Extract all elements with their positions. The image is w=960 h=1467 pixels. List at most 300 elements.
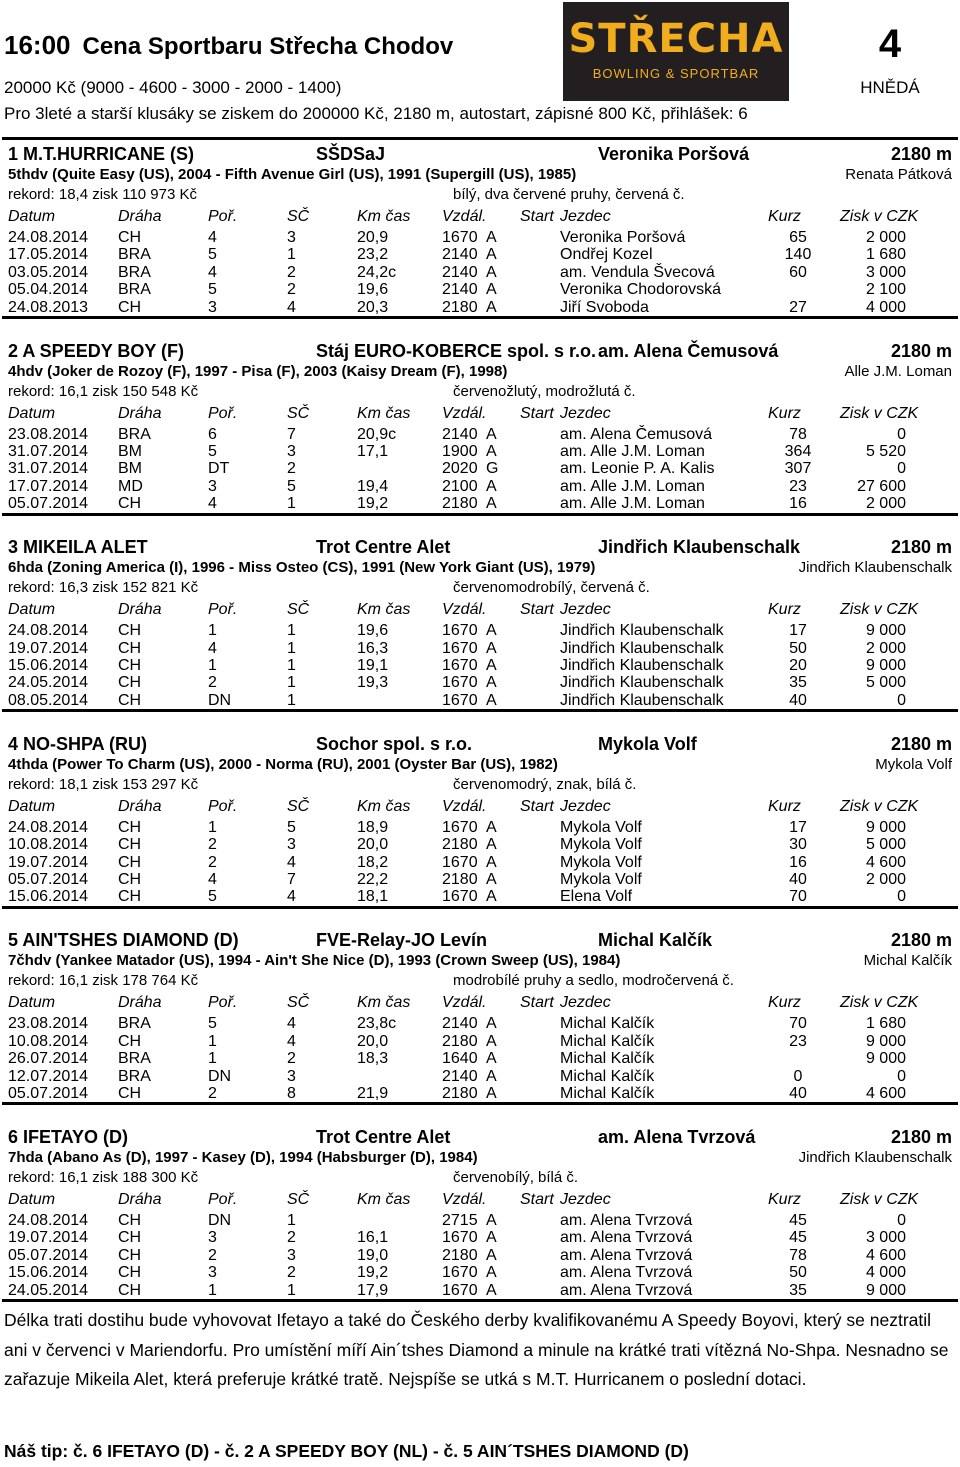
form-table-header: [0, 994, 960, 1011]
horse-name: 2 A SPEEDY BOY (F): [8, 340, 185, 361]
cell-track: CH: [118, 622, 142, 640]
cell-start: A: [486, 1084, 497, 1102]
column-header-date: Datum: [8, 601, 56, 619]
cell-post: 7: [287, 870, 296, 888]
horse-name: 5 AIN'TSHES DIAMOND (D): [8, 930, 239, 951]
cell-time: 18,2: [357, 853, 389, 871]
cell-track: CH: [118, 298, 142, 316]
column-header-dist: Vzdál.: [442, 208, 487, 225]
cell-place: 3: [208, 298, 217, 316]
cell-prize: 1 680: [865, 246, 906, 264]
cell-post: 3: [287, 229, 296, 246]
cell-prize: 9 000: [865, 1281, 906, 1299]
cell-odds: 65: [789, 229, 807, 246]
column-header-odds: Kurz: [768, 404, 801, 422]
cell-post: 3: [287, 836, 296, 854]
cell-track: CH: [118, 691, 142, 709]
cell-track: BRA: [118, 1067, 151, 1085]
horse-block: [0, 926, 960, 1106]
column-header-post: SČ: [287, 1191, 310, 1208]
cell-time: 23,8c: [357, 1015, 397, 1033]
cell-track: CH: [118, 1212, 142, 1229]
cell-odds: 20: [789, 656, 807, 674]
cell-dist: 2180: [442, 298, 478, 316]
table-row: [0, 478, 960, 495]
cell-odds: 40: [789, 1084, 807, 1102]
horse-driver: Michal Kalčík: [598, 930, 713, 951]
cell-odds: 17: [789, 622, 807, 640]
cell-date: 19.07.2014: [8, 1229, 89, 1247]
form-table-header: [0, 601, 960, 618]
column-header-date: Datum: [8, 797, 56, 815]
race-conditions: Pro 3leté a starší klusáky se ziskem do 200000 Kč, 2180 m, autostart, zápisné 800 Kč, přihlášek: 6: [4, 104, 748, 123]
column-header-odds: Kurz: [768, 994, 801, 1012]
cell-driver: Jindřich Klaubenschalk: [560, 674, 724, 692]
cell-start: A: [486, 1212, 497, 1229]
column-header-driver: Jezdec: [560, 1191, 611, 1208]
cell-track: CH: [118, 1246, 142, 1264]
horse-divider: [2, 709, 958, 712]
cell-time: 24,2c: [357, 263, 397, 281]
cell-driver: Michal Kalčík: [560, 1015, 655, 1033]
cell-driver: Michal Kalčík: [560, 1050, 655, 1068]
table-row: [0, 246, 960, 263]
table-row: [0, 281, 960, 298]
cell-dist: 1670: [442, 1264, 478, 1282]
cell-odds: 140: [784, 246, 812, 264]
logo-subtitle: BOWLING & SPORTBAR: [592, 66, 760, 81]
horse-pedigree: 6hda (Zoning America (I), 1996 - Miss Osteo (CS), 1991 (New York Giant (US), 1979): [8, 559, 596, 577]
cell-driver: Michal Kalčík: [560, 1032, 655, 1050]
cell-date: 05.07.2014: [8, 1084, 89, 1102]
cell-prize: 9 000: [865, 1050, 906, 1068]
horse-distance: 2180 m: [890, 930, 952, 951]
horse-colors: modrobílé pruhy a sedlo, modročervená č.: [453, 972, 734, 990]
cell-odds: 40: [789, 691, 807, 709]
cell-date: 24.05.2014: [8, 1281, 89, 1299]
cell-start: A: [486, 1246, 497, 1264]
cell-place: 5: [208, 1015, 217, 1033]
cell-start: A: [486, 639, 497, 657]
cell-driver: Mykola Volf: [560, 818, 642, 836]
cell-dist: 2100: [442, 477, 478, 495]
cell-dist: 2180: [442, 870, 478, 888]
cell-dist: 1670: [442, 639, 478, 657]
cell-date: 15.06.2014: [8, 888, 89, 906]
horse-distance: 2180 m: [890, 1127, 952, 1147]
column-header-start: Start: [520, 404, 554, 422]
column-header-post: SČ: [287, 404, 310, 422]
cell-start: A: [486, 1264, 497, 1282]
horse-colors: červenožlutý, modrožlutá č.: [453, 382, 636, 400]
cell-track: CH: [118, 888, 142, 906]
horse-driver: Mykola Volf: [598, 733, 697, 754]
cell-time: 16,3: [357, 639, 389, 657]
horse-name: 3 MIKEILA ALET: [8, 537, 148, 558]
column-header-driver: Jezdec: [560, 208, 611, 225]
cell-place: 2: [208, 1246, 217, 1264]
horse-block: [0, 533, 960, 713]
cell-odds: 27: [789, 298, 807, 316]
cell-start: A: [486, 425, 497, 443]
cell-track: BRA: [118, 1050, 151, 1068]
cell-dist: 2140: [442, 1067, 478, 1085]
cell-prize: 2 000: [865, 870, 906, 888]
cell-date: 05.07.2014: [8, 1246, 89, 1264]
horse-record: rekord: 16,1 zisk 188 300 Kč: [8, 1169, 199, 1186]
cell-odds: 364: [784, 442, 812, 460]
cell-driver: Jindřich Klaubenschalk: [560, 622, 724, 640]
table-row: [0, 426, 960, 443]
cell-date: 19.07.2014: [8, 639, 89, 657]
horse-trainer: Michal Kalčík: [863, 952, 952, 970]
cell-time: 18,1: [357, 888, 389, 906]
cell-driver: Jindřich Klaubenschalk: [560, 691, 724, 709]
column-header-place: Poř.: [208, 994, 238, 1012]
column-header-dist: Vzdál.: [442, 797, 487, 815]
cell-odds: 45: [789, 1212, 807, 1229]
cell-driver: Jindřich Klaubenschalk: [560, 639, 724, 657]
cell-track: BRA: [118, 263, 151, 281]
cell-date: 31.07.2014: [8, 460, 89, 478]
form-table-header: [0, 1191, 960, 1208]
cell-post: 5: [287, 477, 296, 495]
horse-stable: SŠDSaJ: [316, 144, 386, 164]
cell-odds: 307: [784, 460, 812, 478]
cell-place: 5: [208, 888, 217, 906]
column-header-track: Dráha: [118, 208, 162, 225]
horse-stable: FVE-Relay-JO Levín: [316, 930, 488, 951]
cell-driver: Veronika Poršová: [560, 229, 686, 246]
cell-date: 23.08.2014: [8, 425, 89, 443]
column-header-post: SČ: [287, 994, 310, 1012]
cell-dist: 1900: [442, 442, 478, 460]
cell-start: A: [486, 1067, 497, 1085]
cell-place: 3: [208, 1264, 217, 1282]
cell-driver: am. Alle J.M. Loman: [560, 477, 705, 495]
horse-driver: Jindřich Klaubenschalk: [598, 537, 801, 558]
horse-block: [0, 140, 960, 320]
column-header-date: Datum: [8, 208, 56, 225]
cell-prize: 0: [897, 691, 906, 709]
column-header-time: Km čas: [357, 404, 411, 422]
cell-date: 24.08.2014: [8, 229, 89, 246]
cell-prize: 2 000: [865, 639, 906, 657]
column-header-start: Start: [520, 994, 554, 1012]
cell-prize: 5 000: [865, 674, 906, 692]
cell-track: BRA: [118, 246, 151, 264]
cell-odds: 78: [789, 425, 807, 443]
horse-name: 4 NO-SHPA (RU): [8, 733, 147, 754]
cell-driver: am. Leonie P. A. Kalis: [560, 460, 715, 478]
cell-place: 3: [208, 1229, 217, 1247]
column-header-driver: Jezdec: [560, 797, 611, 815]
horse-pedigree: 4hdv (Joker de Rozoy (F), 1997 - Pisa (F), 2003 (Kaisy Dream (F), 1998): [8, 362, 508, 380]
cell-post: 7: [287, 425, 296, 443]
cell-odds: 50: [789, 639, 807, 657]
cell-dist: 1670: [442, 622, 478, 640]
horse-record: rekord: 18,4 zisk 110 973 Kč: [8, 186, 197, 203]
cell-prize: 2 000: [865, 495, 906, 513]
cell-track: MD: [118, 477, 143, 495]
cell-prize: 9 000: [865, 622, 906, 640]
cell-date: 24.08.2014: [8, 818, 89, 836]
cell-driver: Mykola Volf: [560, 853, 642, 871]
cell-dist: 2140: [442, 281, 478, 299]
horse-block: [0, 1123, 960, 1303]
cell-time: 19,1: [357, 656, 389, 674]
cell-time: 19,2: [357, 1264, 389, 1282]
cell-post: 4: [287, 888, 296, 906]
column-header-time: Km čas: [357, 601, 411, 619]
table-row: [0, 854, 960, 871]
cell-post: 2: [287, 1229, 296, 1247]
cell-prize: 5 520: [865, 442, 906, 460]
horse-record: rekord: 16,1 zisk 178 764 Kč: [8, 972, 199, 990]
column-header-place: Poř.: [208, 404, 238, 422]
column-header-track: Dráha: [118, 1191, 162, 1208]
table-row: [0, 1247, 960, 1264]
cell-track: BRA: [118, 1015, 151, 1033]
cell-driver: am. Alena Čemusová: [560, 425, 713, 443]
cell-start: A: [486, 263, 497, 281]
horse-block: [0, 730, 960, 910]
horse-divider: [2, 316, 958, 319]
cell-driver: Michal Kalčík: [560, 1067, 655, 1085]
race-commentary: Délka trati dostihu bude vyhovovat Ifetayo a také do Českého derby kvalifikovanému A Speedy Boyovi, který se neztratil ani v červenci v Mariendorfu. Pro umístění míří Ain´tshes Diamond a minule na krátké trati vítězná No-Shpa. Nesnadno se zařazuje Mikeila Alet, která preferuje krátké tratě. Nejspíše se utká s M.T. Hurricanem o poslední dotaci.: [4, 1310, 949, 1389]
horse-record: rekord: 16,1 zisk 150 548 Kč: [8, 382, 199, 400]
horse-trainer: Jindřich Klaubenschalk: [798, 559, 952, 577]
cell-place: 5: [208, 442, 217, 460]
race-time: 16:00: [4, 30, 71, 60]
cell-date: 24.08.2014: [8, 622, 89, 640]
cell-place: DN: [208, 691, 232, 709]
cell-odds: 30: [789, 836, 807, 854]
column-header-start: Start: [520, 601, 554, 619]
cell-track: CH: [118, 674, 142, 692]
cell-place: 2: [208, 853, 217, 871]
horse-driver: am. Alena Čemusová: [598, 340, 779, 361]
cell-start: A: [486, 477, 497, 495]
table-row: [0, 819, 960, 836]
column-header-prize: Zisk v CZK: [840, 601, 919, 619]
table-row: [0, 299, 960, 316]
cell-start: A: [486, 495, 497, 513]
table-row: [0, 1264, 960, 1281]
cell-place: 4: [208, 495, 217, 513]
cell-date: 15.06.2014: [8, 1264, 89, 1282]
horse-distance: 2180 m: [890, 340, 952, 361]
horse-pedigree: 5thdv (Quite Easy (US), 2004 - Fifth Avenue Girl (US), 1991 (Supergill (US), 1985): [8, 166, 577, 183]
column-header-date: Datum: [8, 404, 56, 422]
horse-divider: [2, 1102, 958, 1105]
cell-prize: 4 600: [865, 1084, 906, 1102]
race-header: [0, 0, 960, 135]
column-header-post: SČ: [287, 797, 310, 815]
cell-dist: 1670: [442, 656, 478, 674]
cell-driver: Veronika Chodorovská: [560, 281, 721, 299]
cell-odds: 23: [789, 1032, 807, 1050]
horse-pedigree: 4thda (Power To Charm (US), 2000 - Norma (RU), 2001 (Oyster Bar (US), 1982): [8, 755, 558, 773]
cell-odds: 70: [789, 888, 807, 906]
cell-start: G: [486, 460, 499, 478]
cell-post: 1: [287, 1212, 296, 1229]
cell-time: 17,1: [357, 442, 389, 460]
table-row: [0, 1015, 960, 1032]
cell-start: A: [486, 229, 497, 246]
cell-start: A: [486, 853, 497, 871]
cell-prize: 0: [897, 425, 906, 443]
cell-place: 4: [208, 229, 217, 246]
column-header-dist: Vzdál.: [442, 601, 487, 619]
cell-odds: 0: [793, 1067, 803, 1085]
table-row: [0, 888, 960, 905]
column-header-driver: Jezdec: [560, 994, 611, 1012]
column-header-post: SČ: [287, 208, 310, 225]
cell-date: 15.06.2014: [8, 656, 89, 674]
table-row: [0, 692, 960, 709]
column-header-time: Km čas: [357, 797, 411, 815]
cell-start: A: [486, 442, 497, 460]
cell-date: 24.08.2014: [8, 1212, 89, 1229]
cell-dist: 2180: [442, 1032, 478, 1050]
horse-trainer: Renata Pátková: [845, 166, 952, 183]
cell-track: BM: [118, 442, 142, 460]
cell-time: 22,2: [357, 870, 389, 888]
table-row: [0, 657, 960, 674]
cell-prize: 0: [897, 1212, 906, 1229]
cell-dist: 1670: [442, 1229, 478, 1247]
horse-colors: červenomodrý, znak, bílá č.: [453, 775, 637, 793]
cell-odds: 17: [789, 818, 807, 836]
cell-track: CH: [118, 870, 142, 888]
column-header-odds: Kurz: [768, 1191, 801, 1208]
cell-track: CH: [118, 1229, 142, 1247]
cell-post: 2: [287, 1264, 296, 1282]
cell-track: CH: [118, 818, 142, 836]
cell-dist: 1670: [442, 1281, 478, 1299]
cell-time: 23,2: [357, 246, 389, 264]
cell-post: 1: [287, 622, 296, 640]
table-row: [0, 1212, 960, 1229]
cell-dist: 2180: [442, 836, 478, 854]
column-header-prize: Zisk v CZK: [840, 404, 919, 422]
cell-post: 8: [287, 1084, 296, 1102]
column-header-odds: Kurz: [768, 208, 801, 225]
cell-post: 2: [287, 263, 296, 281]
cell-place: 1: [208, 1032, 217, 1050]
cell-date: 26.07.2014: [8, 1050, 89, 1068]
cell-driver: Mykola Volf: [560, 836, 642, 854]
horse-record: rekord: 16,3 zisk 152 821 Kč: [8, 579, 199, 597]
cell-start: A: [486, 1229, 497, 1247]
cell-prize: 0: [897, 1067, 906, 1085]
column-header-time: Km čas: [357, 208, 411, 225]
cell-start: A: [486, 1015, 497, 1033]
cell-time: 19,2: [357, 495, 389, 513]
column-header-track: Dráha: [118, 601, 162, 619]
column-header-dist: Vzdál.: [442, 404, 487, 422]
cell-start: A: [486, 622, 497, 640]
cell-prize: 9 000: [865, 1032, 906, 1050]
cell-prize: 0: [897, 888, 906, 906]
cell-post: 2: [287, 460, 296, 478]
horse-pedigree: 7čhdv (Yankee Matador (US), 1994 - Ain't She Nice (D), 1993 (Crown Sweep (US), 1984): [8, 952, 621, 970]
cell-place: 2: [208, 836, 217, 854]
horse-distance: 2180 m: [890, 144, 952, 164]
cell-dist: 1670: [442, 888, 478, 906]
horse-record: rekord: 18,1 zisk 153 297 Kč: [8, 775, 199, 793]
cell-dist: 2140: [442, 1015, 478, 1033]
cell-driver: am. Alena Tvrzová: [560, 1264, 693, 1282]
cell-track: CH: [118, 656, 142, 674]
table-row: [0, 836, 960, 853]
cell-driver: am. Alena Tvrzová: [560, 1229, 693, 1247]
cell-dist: 1670: [442, 691, 478, 709]
column-header-prize: Zisk v CZK: [840, 1191, 919, 1208]
cell-prize: 3 000: [865, 263, 906, 281]
horse-driver: Veronika Poršová: [598, 144, 750, 164]
cell-place: DT: [208, 460, 230, 478]
horse-trainer: Jindřich Klaubenschalk: [798, 1149, 952, 1166]
cell-date: 05.07.2014: [8, 870, 89, 888]
cell-post: 1: [287, 639, 296, 657]
cell-dist: 2140: [442, 263, 478, 281]
cell-prize: 3 000: [865, 1229, 906, 1247]
cell-time: 19,6: [357, 622, 389, 640]
cell-dist: 2180: [442, 495, 478, 513]
race-number: 4: [878, 22, 902, 66]
cell-place: 1: [208, 818, 217, 836]
sponsor-logo: [563, 2, 789, 101]
form-table-header: [0, 208, 960, 225]
cell-prize: 5 000: [865, 836, 906, 854]
cell-prize: 2 000: [865, 229, 906, 246]
cell-odds: 60: [789, 263, 807, 281]
cell-post: 4: [287, 853, 296, 871]
horse-trainer: Mykola Volf: [875, 755, 952, 773]
cell-post: 3: [287, 1067, 296, 1085]
cell-date: 05.07.2014: [8, 495, 89, 513]
cell-post: 2: [287, 281, 296, 299]
cell-dist: 1670: [442, 818, 478, 836]
cell-track: CH: [118, 1281, 142, 1299]
horse-divider: [2, 1299, 958, 1302]
cell-driver: Jiří Svoboda: [560, 298, 649, 316]
cell-post: 1: [287, 691, 296, 709]
cell-time: 20,3: [357, 298, 389, 316]
cell-prize: 0: [897, 460, 906, 478]
cell-place: 6: [208, 425, 217, 443]
cell-time: 19,3: [357, 674, 389, 692]
column-header-track: Dráha: [118, 797, 162, 815]
table-row: [0, 640, 960, 657]
horse-stable: Trot Centre Alet: [316, 1127, 451, 1147]
column-header-place: Poř.: [208, 208, 238, 225]
cell-prize: 4 000: [865, 298, 906, 316]
column-header-prize: Zisk v CZK: [840, 208, 919, 225]
cell-time: 20,0: [357, 1032, 389, 1050]
form-table-header: [0, 798, 960, 815]
cell-dist: 2180: [442, 1084, 478, 1102]
cell-date: 10.08.2014: [8, 836, 89, 854]
cell-post: 1: [287, 1281, 296, 1299]
cell-place: 1: [208, 1050, 217, 1068]
cell-post: 1: [287, 246, 296, 264]
column-header-driver: Jezdec: [560, 601, 611, 619]
cell-date: 24.08.2013: [8, 298, 89, 316]
cell-time: 18,9: [357, 818, 389, 836]
